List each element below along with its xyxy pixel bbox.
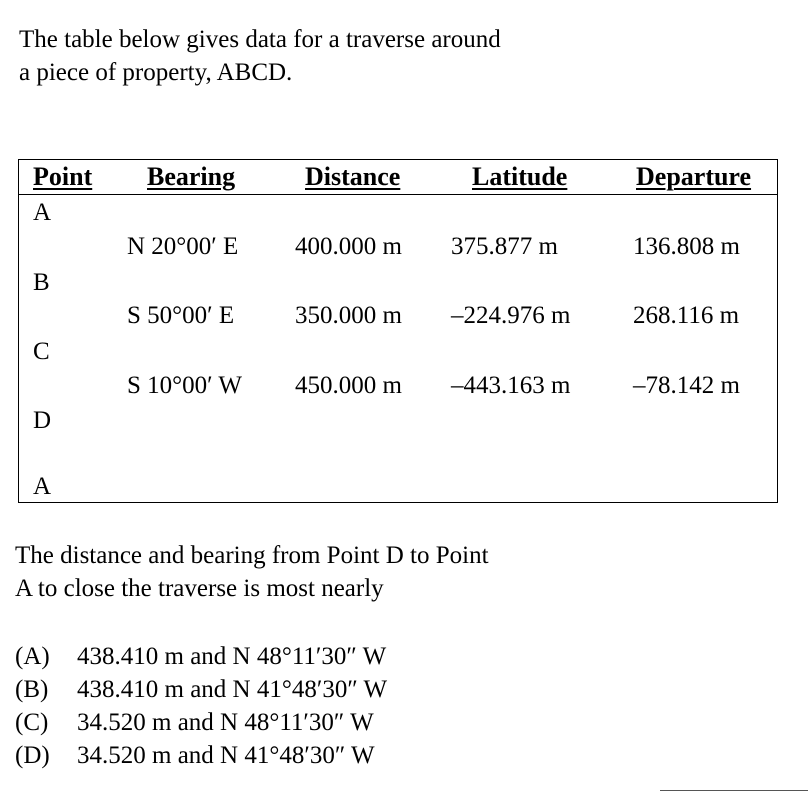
leg-ab-bearing: N 20°00′ E (127, 233, 239, 260)
option-d-label: (D) (15, 742, 50, 769)
option-a-label: (A) (15, 643, 50, 670)
option-a-text: 438.410 m and N 48°11′30″ W (77, 643, 387, 670)
option-b-label: (B) (15, 676, 49, 703)
option-c-text: 34.520 m and N 48°11′30″ W (77, 709, 374, 736)
point-label-d: D (33, 407, 52, 434)
option-b-text: 438.410 m and N 41°48′30″ W (77, 676, 388, 703)
leg-ab-departure: 136.808 m (633, 233, 740, 260)
leg-cd-departure: –78.142 m (633, 372, 740, 399)
leg-ab-latitude: 375.877 m (451, 233, 558, 260)
header-point: Point (33, 162, 93, 191)
leg-bc-latitude: –224.976 m (451, 302, 571, 329)
option-c-label: (C) (15, 709, 49, 736)
question-line-1: The distance and bearing from Point D to Point (15, 542, 489, 569)
page-edge-rule (660, 790, 808, 791)
point-label-a-close: A (33, 473, 52, 500)
point-label-c: C (33, 338, 50, 365)
header-bearing: Bearing (147, 162, 236, 191)
intro-line-1: The table below gives data for a traverse around (19, 26, 501, 53)
intro-line-2: a piece of property, ABCD. (19, 59, 293, 86)
option-a[interactable] (15, 640, 387, 673)
leg-cd-latitude: –443.163 m (451, 372, 571, 399)
leg-bc-distance: 350.000 m (295, 302, 402, 329)
leg-bc-departure: 268.116 m (633, 302, 740, 329)
option-d-text: 34.520 m and N 41°48′30″ W (77, 742, 375, 769)
header-departure: Departure (636, 162, 752, 191)
leg-cd-distance: 450.000 m (295, 372, 402, 399)
leg-bc-bearing: S 50°00′ E (127, 302, 235, 329)
intro-text (19, 23, 501, 89)
option-c[interactable] (15, 706, 387, 739)
option-d[interactable] (15, 739, 387, 772)
leg-cd-bearing: S 10°00′ W (127, 372, 243, 399)
point-label-a: A (33, 199, 52, 226)
header-latitude: Latitude (472, 162, 568, 191)
header-distance: Distance (305, 162, 401, 191)
point-label-b: B (33, 269, 50, 296)
question-text (15, 539, 489, 605)
leg-ab-distance: 400.000 m (295, 233, 402, 260)
header-rule (19, 194, 777, 195)
question-line-2: A to close the traverse is most nearly (15, 575, 384, 602)
option-b[interactable] (15, 673, 387, 706)
answer-options (15, 640, 387, 772)
traverse-table (18, 159, 778, 503)
